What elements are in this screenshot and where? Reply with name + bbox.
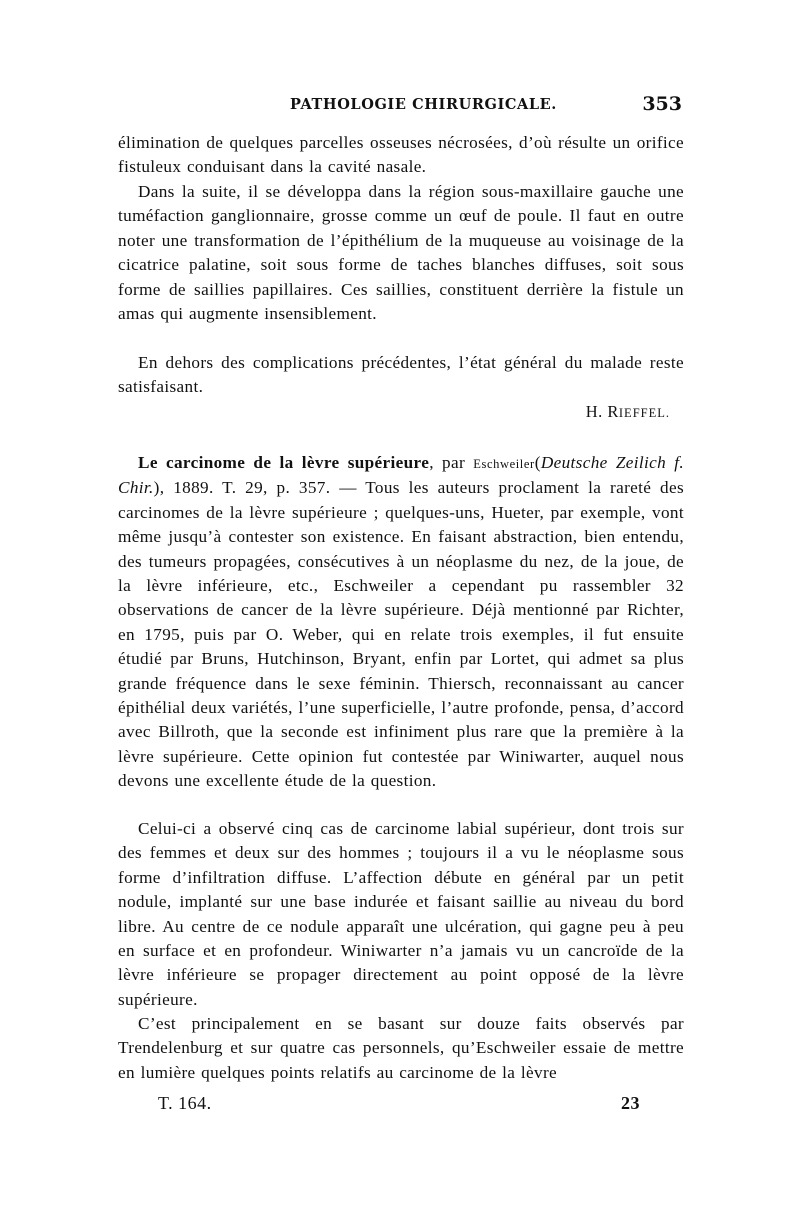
paragraph-winiwarter-cases: Celui-ci a observé cinq cas de carcinome labial supérieur, dont trois sur des femmes et deux sur des hommes ; toujours il a vu le néoplasme sous forme d’infiltration diffuse. L’affection débute en général par un petit nodule, implanté sur une base indurée et faisant saillie au niveau du bord libre. Au centre de ce nodule apparaît une ulcération, qui gagne peu à peu en surface et en profondeur. Winiwarter n’a jamais vu un cancroïde de la lèvre inférieure se propager directement au point opposé de la lèvre supérieure. <box>118 819 684 1009</box>
page-footer <box>118 1093 684 1119</box>
paragraph-review-intro <box>118 451 684 794</box>
review-title: Le carcinome de la lèvre supérieure <box>138 453 430 472</box>
review-by: , par <box>429 453 474 472</box>
review-body: ), 1889. T. 29, p. 357. — Tous les auteurs proclament la rareté des carcinomes de la lèvre supérieure ; quelques-uns, Hueter, par exemple, vont même jusqu’à contester son existence. En faisant abstraction, bien entendu, des tumeurs propagées, consécutives à un néoplasme du nez, de la joue, de la lèvre inférieure, etc., Eschweiler a cependant pu rassembler 32 observations de cancer de la lèvre supérieure. Déjà mentionné par Richter, en 1795, puis par O. Weber, qui en relate trois exemples, il fut ensuite étudié par Bruns, Hutchinson, Bryant, enfin par Lortet, qui admet sa plus grande fréquence dans le sexe féminin. Thiersch, reconnaissant au cancer épithélial deux variétés, l’une superficielle, l’autre profonde, pensa, d’accord avec Billroth, que la seconde est infiniment plus rare que la première à la lèvre supérieure. Cette opinion fut contestée par Winiwarter, auquel nous devons une excellente étude de la question. <box>118 478 684 791</box>
signature-surname: IEFFEL. <box>618 406 670 420</box>
paragraph-trendelenburg: C’est principalement en se basant sur douze faits observés par Trendelenburg et sur quatre cas personnels, qu’Eschweiler essaie de mettre en lumière quelques points relatifs au carcinome de la lèvre <box>118 1014 684 1082</box>
review-journal: Deutsche Zeilich f. Chir. <box>118 453 685 498</box>
author-signature <box>586 402 670 422</box>
review-author: Eschweiler <box>473 457 535 471</box>
running-title: PATHOLOGIE CHIRURGICALE. <box>290 96 557 113</box>
page-number: 353 <box>642 93 682 115</box>
paragraph-complications: Dans la suite, il se développa dans la région sous-maxillaire gauche une tuméfaction ganglionnaire, grosse comme un œuf de poule. Il faut en outre noter une transformation de l’épithélium de la muqueuse au voisinage de la cicatrice palatine, soit sous forme de taches blanches diffuses, soit sous forme de saillies papillaires. Ces saillies, constituent derrière la fistule un amas qui augmente insensiblement. <box>118 182 684 324</box>
signature-mark: 23 <box>621 1093 640 1113</box>
running-header <box>118 93 684 120</box>
paragraph-continuation: élimination de quelques parcelles osseuses nécrosées, d’où résulte un orifice fistuleux conduisant dans la cavité nasale. <box>118 133 684 177</box>
signature-initial: H. R <box>585 402 619 421</box>
review-open-paren: ( <box>534 453 541 472</box>
paragraph-general-state: En dehors des complications précédentes, l’état général du malade reste satisfaisant. <box>118 353 684 397</box>
volume-label: T. 164. <box>158 1093 212 1113</box>
